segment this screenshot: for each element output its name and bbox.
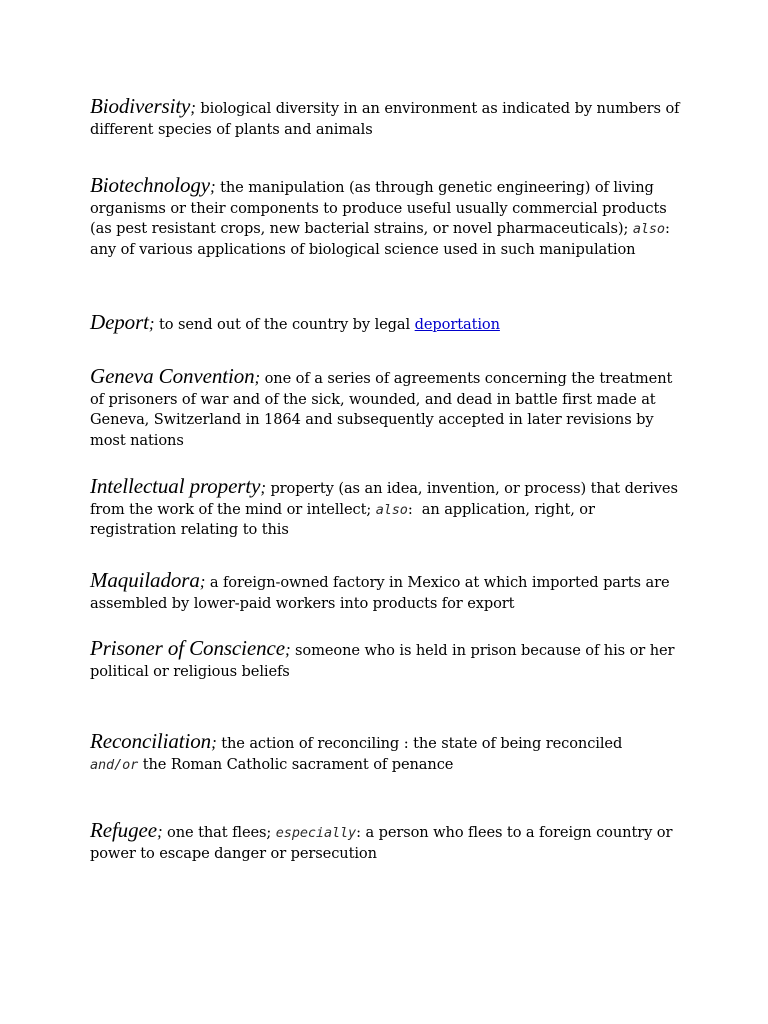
term-reconciliation: Reconciliation [90,729,212,753]
definition-maquiladora: a foreign-owned factory in Mexico at which imported parts are assembled by lower-paid workers into products for export [90,574,670,612]
term-refugee: Refugee [90,818,157,842]
term-maquiladora: Maquiladora [90,568,200,592]
term-separator: ; [284,640,291,659]
definition-deport: to send out of the country by legal [159,316,411,333]
term-deport: Deport [90,310,149,334]
definition-biotechnology-2: any of various applications of biological science used in such manipulation [90,240,636,258]
definition-biotechnology: the manipulation (as through genetic engineering) of living organisms or their components to produce useful usually commercial products (as pest resistant crops, new bacterial strains, or novel pharmaceuticals); [90,179,667,238]
term-separator: ; [190,98,196,117]
glossary-entry-refugee [90,820,685,864]
term-separator: ; [260,478,266,497]
aside-colon: : [407,500,413,518]
definition-intellectual-property-2: an application, right, or registration relating to this [90,500,595,539]
aside-especially: especially [275,825,357,841]
glossary-entry-maquiladora [90,570,685,614]
term-prisoner-of-conscience: Prisoner of Conscience [90,636,285,660]
aside-and-or: and/or [90,756,139,773]
term-separator: ; [254,368,261,387]
deportation-link[interactable]: deportation [414,316,500,333]
definition-intellectual-property: property (as an idea, invention, or process) that derives from the work of the mind or intellect; [90,480,678,518]
definition-refugee: one that flees; [167,824,272,841]
glossary-entry-geneva-convention [90,366,685,451]
term-biotechnology: Biotechnology [90,173,210,197]
glossary-entry-prisoner-of-conscience [90,638,685,682]
term-separator: ; [148,314,155,333]
term-biodiversity: Biodiversity [90,94,191,118]
term-geneva-convention: Geneva Convention [90,364,255,388]
definition-prisoner-of-conscience: someone who is held in prison because of his or her political or religious beliefs [90,642,675,680]
term-separator: ; [156,822,163,841]
definition-geneva-convention: one of a series of agreements concerning the treatment of prisoners of war and of the sick, wounded, and dead in battle first made at Geneva, Switzerland in 1864 and subsequently accepted in later revisions by most nations [90,370,673,449]
glossary-entry-biodiversity [90,96,685,140]
glossary-entry-reconciliation [90,731,685,775]
glossary-entry-biotechnology [90,175,685,260]
glossary-entry-deport [90,312,685,336]
aside-also: also [632,221,665,238]
definition-refugee-2: a person who flees to a foreign country or power to escape danger or persecution [90,824,673,862]
term-separator: ; [199,572,206,591]
definition-biodiversity: biological diversity in an environment as indicated by numbers of different species of plants and animals [90,100,680,138]
aside-colon: : [356,824,361,841]
aside-also: also [375,501,408,518]
term-separator: ; [210,177,216,196]
definition-reconciliation-2: the Roman Catholic sacrament of penance [142,755,454,773]
definition-reconciliation: the action of reconciling : the state of being reconciled [221,735,623,752]
glossary-entry-intellectual-property [90,476,685,541]
term-separator: ; [211,733,217,752]
aside-colon: : [664,220,670,238]
term-intellectual-property: Intellectual property [90,474,261,498]
